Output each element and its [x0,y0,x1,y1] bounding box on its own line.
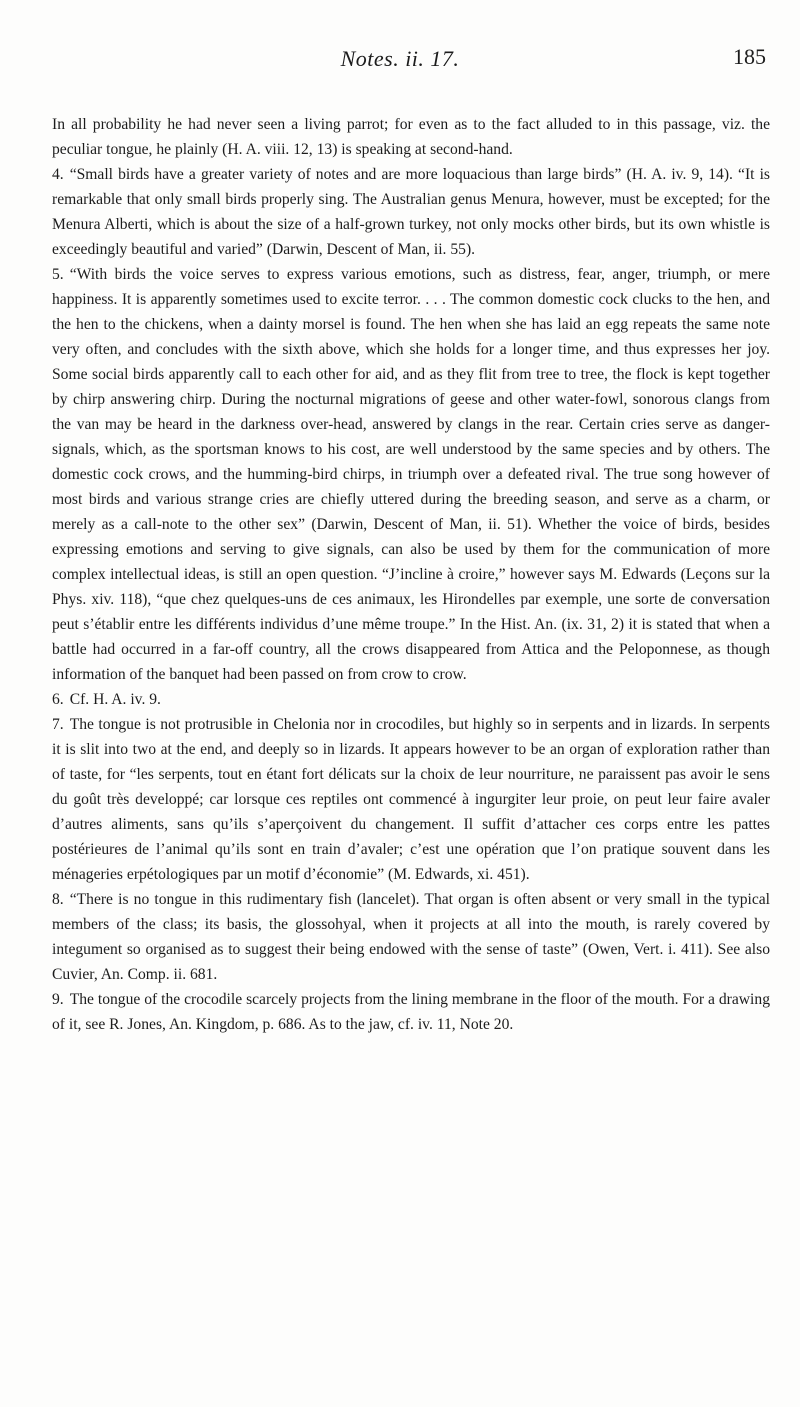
note-4 [52,162,770,262]
note-8 [52,887,770,987]
note-number: 5. [52,266,64,283]
note-text: Cf. H. A. iv. 9. [69,691,161,708]
note-number: 4. [52,166,64,183]
note-number: 8. [52,891,64,908]
running-title: Notes. ii. 17. [340,46,460,71]
note-9 [52,987,770,1037]
paragraph-text: In all probability he had never seen a living parrot; for even as to the fact alluded to in this passage, viz. the peculiar tongue, he plainly (H. A. viii. 12, 13) is speaking at second-hand. [52,116,770,158]
paragraph-continuation [52,112,770,162]
note-5 [52,262,770,687]
running-head [0,42,800,82]
note-number: 6. [52,691,64,708]
note-text: The tongue is not protrusible in Chelonia nor in crocodiles, but highly so in serpents and in lizards. In serpents it is slit into two at the end, and deeply so in lizards. It appears however to be an organ of exploration rather than of taste, for “les serpents, tout en étant fort délicats sur la choix de leur nourriture, ne paraissent pas avoir le sens du goût très developpé; car lorsque ces reptiles ont commencé à ingurgiter leur proie, on peut leur faire avaler d’autres aliments, sans qu’ils s’aperçoivent du changement. Il suffit d’attacher ces corps entre les pattes postérieures de l’animal qu’ils sont en train d’avaler; c’est une opération que l’on pratique souvent dans les ménageries erpétologiques par un motif d’économie” (M. Edwards, xi. 451). [52,716,770,883]
note-text: “Small birds have a greater variety of notes and are more loquacious than large birds” (H. A. iv. 9, 14). “It is remarkable that only small birds properly sing. The Australian genus Menura, however, must be excepted; for the Menura Alberti, which is about the size of a half-grown turkey, not only mocks other birds, but its own whistle is exceedingly beautiful and varied” (Darwin, Descent of Man, ii. 55). [52,166,770,258]
notes-body [52,112,770,1037]
note-7 [52,712,770,887]
note-number: 7. [52,716,64,733]
note-text: The tongue of the crocodile scarcely projects from the lining membrane in the floor of the mouth. For a drawing of it, see R. Jones, An. Kingdom, p. 686. As to the jaw, cf. iv. 11, Note 20. [52,991,770,1033]
note-number: 9. [52,991,64,1008]
note-text: “With birds the voice serves to express various emotions, such as distress, fear, anger, triumph, or mere happiness. It is apparently sometimes used to excite terror. . . . The common domestic cock clucks to the hen, and the hen to the chickens, when a dainty morsel is found. The hen when she has laid an egg repeats the same note very often, and concludes with the sixth above, which she holds for a longer time, and thus expresses her joy. Some social birds apparently call to each other for aid, and as they flit from tree to tree, the flock is kept together by chirp answering chirp. During the nocturnal migrations of geese and other water-fowl, sonorous clangs from the van may be heard in the darkness over-head, answered by clangs in the rear. Certain cries serve as danger-signals, which, as the sportsman knows to his cost, are well understood by the same species and by others. The domestic cock crows, and the humming-bird chirps, in triumph over a defeated rival. The true song however of most birds and various strange cries are chiefly uttered during the breeding season, and serve as a charm, or merely as a call-note to the other sex” (Darwin, Descent of Man, ii. 51). Whether the voice of birds, besides expressing emotions and serving to give signals, can also be used by them for the communication of more complex intellectual ideas, is still an open question. “J’incline à croire,” however says M. Edwards (Leçons sur la Phys. xiv. 118), “que chez quelques-uns de ces animaux, les Hirondelles par exemple, une sorte de conversation peut s’établir entre les différents individus d’une même troupe.” In the Hist. An. (ix. 31, 2) it is stated that when a battle had occurred in a far-off country, all the crows disappeared from Attica and the Peloponnese, as though information of the banquet had been passed on from crow to crow. [52,266,770,683]
note-6 [52,687,770,712]
note-text: “There is no tongue in this rudimentary fish (lancelet). That organ is often absent or very small in the typical members of the class; its basis, the glossohyal, when it projects at all into the mouth, is rarely covered by integument so organised as to suggest their being endowed with the sense of taste” (Owen, Vert. i. 411). See also Cuvier, An. Comp. ii. 681. [52,891,770,983]
page-number: 185 [733,44,766,69]
